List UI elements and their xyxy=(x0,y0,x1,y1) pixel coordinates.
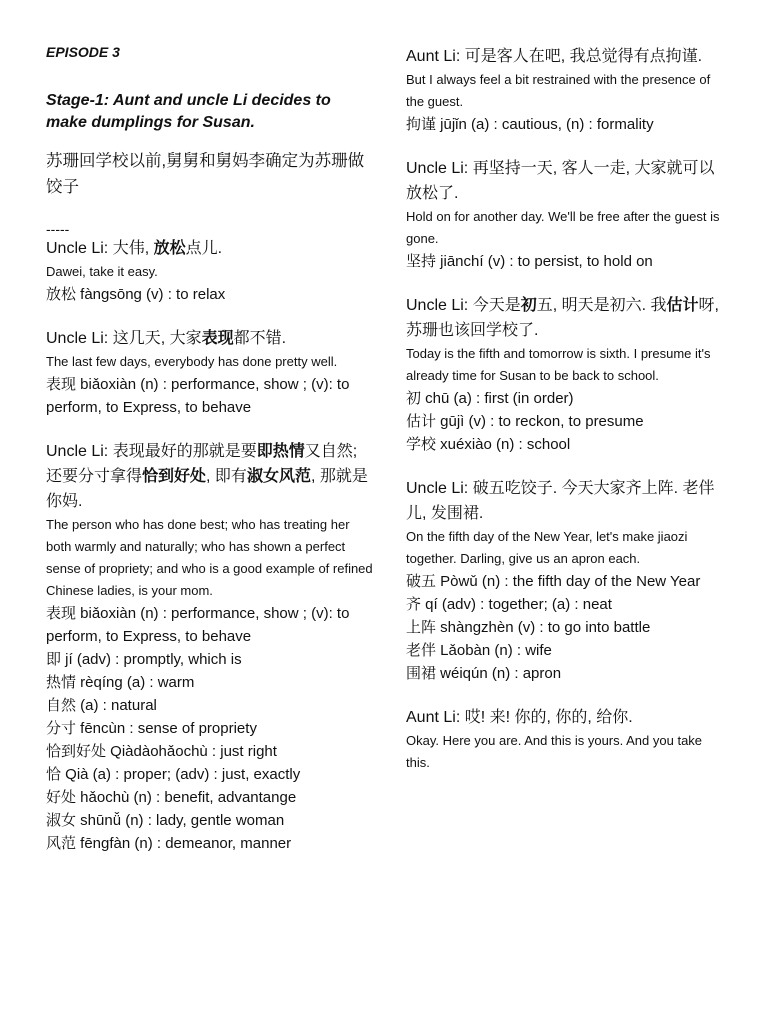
dialogue-text: 今天是 xyxy=(472,297,521,314)
translation: The last few days, everybody has done pretty well. xyxy=(46,354,338,369)
dialogue-block-4 xyxy=(406,44,726,136)
keyword: 即热情 xyxy=(256,443,305,460)
vocab-entry: 即 jí (adv) : promptly, which is xyxy=(46,651,242,668)
dialogue-line xyxy=(406,156,726,206)
translation: The person who has done best; who has treating her both warmly and naturally; who has shown a perfect sense of propriety; and who is a good example of refined Chinese ladies, is your mom. xyxy=(46,517,373,598)
vocab-entry: 上阵 shàngzhèn (v) : to go into battle xyxy=(406,619,651,636)
vocab-entry: 自然 (a) : natural xyxy=(46,697,157,714)
dialogue-text: 表现最好的那就是要 xyxy=(112,443,257,460)
translation: Okay. Here you are. And this is yours. And you take this. xyxy=(406,733,703,770)
dialogue-block-5 xyxy=(406,156,726,273)
dialogue-text: 呀, 苏珊也该回学校了. xyxy=(406,297,719,339)
speaker: Uncle Li: xyxy=(406,480,473,497)
dialogue-text: 点儿. xyxy=(185,240,223,257)
dialogue-block-3 xyxy=(46,439,376,855)
divider-dashes: ----- xyxy=(46,221,70,237)
vocab-entry: 淑女 shūnǚ (n) : lady, gentle woman xyxy=(46,812,285,829)
chinese-intro: 苏珊回学校以前,舅舅和舅妈李确定为苏珊做饺子 xyxy=(46,152,365,196)
speaker: Uncle Li: xyxy=(406,297,473,314)
vocab-entry: 围裙 wéiqún (n) : apron xyxy=(406,665,562,682)
dialogue-text: 大伟, xyxy=(112,240,154,257)
speaker: Uncle Li: xyxy=(406,160,473,177)
translation: Hold on for another day. We'll be free after the guest is gone. xyxy=(406,209,720,246)
dialogue-line xyxy=(46,439,376,514)
vocab-entry: 齐 qí (adv) : together; (a) : neat xyxy=(406,596,612,613)
vocab-entry: 风范 fēngfàn (n) : demeanor, manner xyxy=(46,835,292,852)
dialogue-text: 再坚持一天, 客人一走, 大家就可以放松了. xyxy=(406,160,715,202)
dialogue-block-1 xyxy=(46,236,376,306)
dialogue-text: , 即有 xyxy=(206,468,247,485)
dialogue-line xyxy=(46,236,376,261)
stage-heading: Stage-1: Aunt and uncle Li decides to make dumplings for Susan. xyxy=(46,92,331,131)
keyword: 恰到好处 xyxy=(142,468,207,485)
keyword: 表现 xyxy=(201,330,234,347)
dialogue-text: 破五吃饺子. 今天大家齐上阵. 老伴儿, 发围裙. xyxy=(406,480,715,522)
vocab-entry: 好处 hǎochù (n) : benefit, advantange xyxy=(46,789,297,806)
translation: Today is the fifth and tomorrow is sixth. I presume it's already time for Susan to be back to school. xyxy=(406,346,711,383)
vocab-entry: 坚持 jiānchí (v) : to persist, to hold on xyxy=(406,253,653,270)
keyword: 估计 xyxy=(666,297,699,314)
speaker: Aunt Li: xyxy=(406,48,465,65)
vocab-entry: 拘谨 jūjǐn (a) : cautious, (n) : formality xyxy=(406,116,654,133)
speaker: Aunt Li: xyxy=(406,709,465,726)
dialogue-line xyxy=(406,293,726,343)
vocab-entry: 学校 xuéxiào (n) : school xyxy=(406,436,571,453)
dialogue-block-7 xyxy=(406,476,726,685)
dialogue-line xyxy=(406,476,726,526)
vocab-entry: 表现 biǎoxiàn (n) : performance, show ; (v): to perform, to Express, to behave xyxy=(46,376,350,416)
dialogue-block-2 xyxy=(46,326,376,419)
translation: But I always feel a bit restrained with the presence of the guest. xyxy=(406,72,711,109)
dialogue-block-6 xyxy=(406,293,726,456)
keyword: 淑女风范 xyxy=(246,468,311,485)
vocab-entry: 老伴 Lǎobàn (n) : wife xyxy=(406,642,552,659)
vocab-entry: 恰 Qià (a) : proper; (adv) : just, exactly xyxy=(46,766,301,783)
speaker: Uncle Li: xyxy=(46,330,113,347)
dialogue-text: 又自然; 还要分寸拿得 xyxy=(46,443,358,485)
vocab-entry: 破五 Pòwǔ (n) : the fifth day of the New Year xyxy=(406,573,701,590)
vocab-entry: 热情 rèqíng (a) : warm xyxy=(46,674,195,691)
keyword: 初 xyxy=(520,297,537,314)
vocab-entry: 表现 biǎoxiàn (n) : performance, show ; (v): to perform, to Express, to behave xyxy=(46,605,350,645)
dialogue-text: 都不错. xyxy=(233,330,287,347)
dialogue-line xyxy=(46,326,376,351)
keyword: 放松 xyxy=(153,240,186,257)
episode-heading: EPISODE 3 xyxy=(46,44,120,60)
speaker: Uncle Li: xyxy=(46,443,113,460)
translation: On the fifth day of the New Year, let's make jiaozi together. Darling, give us an apron each. xyxy=(406,529,688,566)
vocab-entry: 分寸 fēncùn : sense of propriety xyxy=(46,720,257,737)
right-column xyxy=(406,44,726,794)
dialogue-text: 哎! 来! 你的, 你的, 给你. xyxy=(464,709,633,726)
dialogue-text: 可是客人在吧, 我总觉得有点拘谨. xyxy=(464,48,703,65)
dialogue-block-8 xyxy=(406,705,726,774)
dialogue-text: 五, 明天是初六. 我 xyxy=(536,297,667,314)
translation: Dawei, take it easy. xyxy=(46,264,158,279)
speaker: Uncle Li: xyxy=(46,240,113,257)
vocab-entry: 初 chū (a) : first (in order) xyxy=(406,390,574,407)
vocab-entry: 恰到好处 Qiàdàohǎochù : just right xyxy=(46,743,277,760)
left-column xyxy=(46,44,376,875)
dialogue-line xyxy=(406,44,726,69)
dialogue-text: , 那就是你妈. xyxy=(46,468,368,510)
dialogue-line xyxy=(406,705,726,730)
vocab-entry: 估计 gūjì (v) : to reckon, to presume xyxy=(406,413,644,430)
vocab-entry: 放松 fàngsōng (v) : to relax xyxy=(46,286,226,303)
dialogue-text: 这几天, 大家 xyxy=(112,330,202,347)
